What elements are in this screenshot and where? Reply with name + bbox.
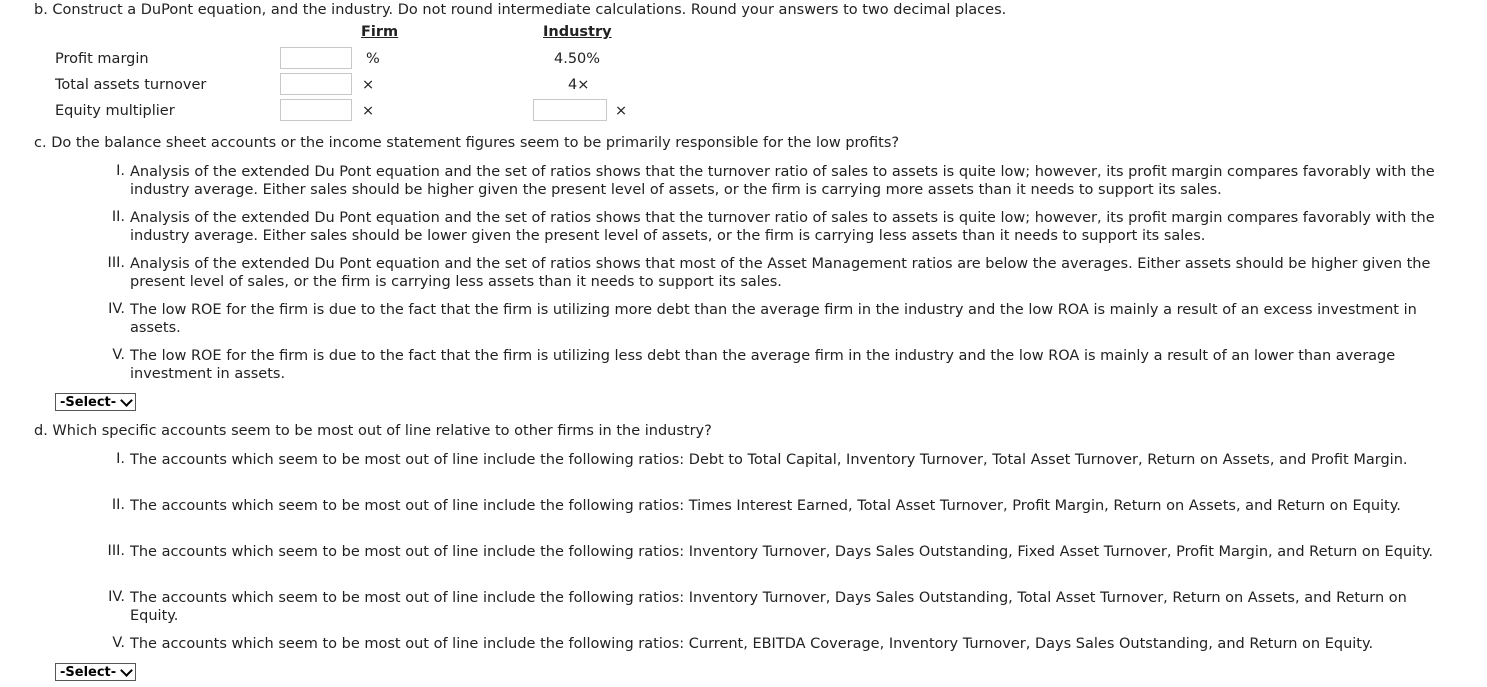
equity-multiplier-industry-unit: × — [615, 103, 628, 119]
option-number: IV. — [108, 301, 125, 317]
equity-multiplier-firm-input[interactable] — [280, 99, 352, 121]
total-assets-turnover-industry-value: 4× — [568, 77, 590, 93]
option-text: The accounts which seem to be most out of line include the following ratios: Inventory Turnover, Days Sales Outstanding, Fixed Asset Turnover, Profit Margin, and Return on Equity. — [130, 544, 1433, 560]
option-text: The low ROE for the firm is due to the fact that the firm is utilizing more debt than the average firm in the industry and the low ROA is mainly a result of an excess investment in assets. — [130, 302, 1417, 336]
option-text: The accounts which seem to be most out of line include the following ratios: Inventory Turnover, Days Sales Outstanding, Total Asset Turnover, Return on Assets, and Return on Equity. — [130, 590, 1407, 624]
option-text: The accounts which seem to be most out of line include the following ratios: Times Interest Earned, Total Asset Turnover, Profit Margin, Return on Assets, and Return on Equity. — [130, 498, 1401, 514]
option-text: The accounts which seem to be most out of line include the following ratios: Current, EBITDA Coverage, Inventory Turnover, Days Sales Outstanding, and Return on Equity. — [130, 636, 1374, 652]
chevron-down-icon — [120, 394, 133, 407]
firm-column-header: Firm — [361, 24, 399, 40]
select-label: -Select- — [60, 664, 117, 680]
option-number: IV. — [108, 589, 125, 605]
option-text: Analysis of the extended Du Pont equation and the set of ratios shows that the turnover ratio of sales to assets is quite low; however, its profit margin compares favorably with the industry average. Either sales should be higher given the present level of assets, or the firm is carrying more assets than it needs to support its sales. — [130, 164, 1435, 198]
profit-margin-industry-value: 4.50% — [554, 51, 601, 67]
industry-column-header: Industry — [543, 24, 612, 40]
part-d-prompt: d. Which specific accounts seem to be most out of line relative to other firms in the industry? — [34, 423, 712, 439]
option-number: III. — [107, 255, 125, 271]
profit-margin-unit: % — [366, 51, 380, 67]
profit-margin-label: Profit margin — [55, 51, 149, 67]
equity-multiplier-label: Equity multiplier — [55, 103, 175, 119]
part-b-prompt: b. Construct a DuPont equation, and the industry. Do not round intermediate calculations. Round your answers to two decimal places. — [34, 2, 1007, 18]
select-label: -Select- — [60, 394, 117, 410]
option-number: III. — [107, 543, 125, 559]
equity-multiplier-industry-input[interactable] — [533, 99, 607, 121]
profit-margin-firm-input[interactable] — [280, 47, 352, 69]
option-text: Analysis of the extended Du Pont equation and the set of ratios shows that most of the Asset Management ratios are below the averages. Either assets should be higher given the present level of sales, or the firm is carrying less assets than it needs to support its sales. — [130, 256, 1431, 290]
part-c-select[interactable] — [55, 393, 136, 411]
option-number: I. — [116, 163, 125, 179]
total-assets-turnover-unit: × — [362, 77, 375, 93]
part-d-select[interactable] — [55, 663, 136, 681]
option-number: V. — [112, 347, 125, 363]
option-number: II. — [111, 209, 125, 225]
part-c-prompt: c. Do the balance sheet accounts or the income statement figures seem to be primarily responsible for the low profits? — [34, 135, 900, 151]
option-text: The low ROE for the firm is due to the fact that the firm is utilizing less debt than the average firm in the industry and the low ROA is mainly a result of an lower than average investment in assets. — [130, 348, 1396, 382]
equity-multiplier-unit: × — [362, 103, 375, 119]
option-number: V. — [112, 635, 125, 651]
option-text: The accounts which seem to be most out of line include the following ratios: Debt to Total Capital, Inventory Turnover, Total Asset Turnover, Return on Assets, and Profit Margin. — [130, 452, 1408, 468]
total-assets-turnover-label: Total assets turnover — [55, 77, 207, 93]
option-text: Analysis of the extended Du Pont equation and the set of ratios shows that the turnover ratio of sales to assets is quite low; however, its profit margin compares favorably with the industry average. Either sales should be lower given the present level of assets, or the firm is carrying less assets than it needs to support its sales. — [130, 210, 1435, 244]
option-number: II. — [111, 497, 125, 513]
option-number: I. — [116, 451, 125, 467]
chevron-down-icon — [120, 664, 133, 677]
total-assets-turnover-firm-input[interactable] — [280, 73, 352, 95]
